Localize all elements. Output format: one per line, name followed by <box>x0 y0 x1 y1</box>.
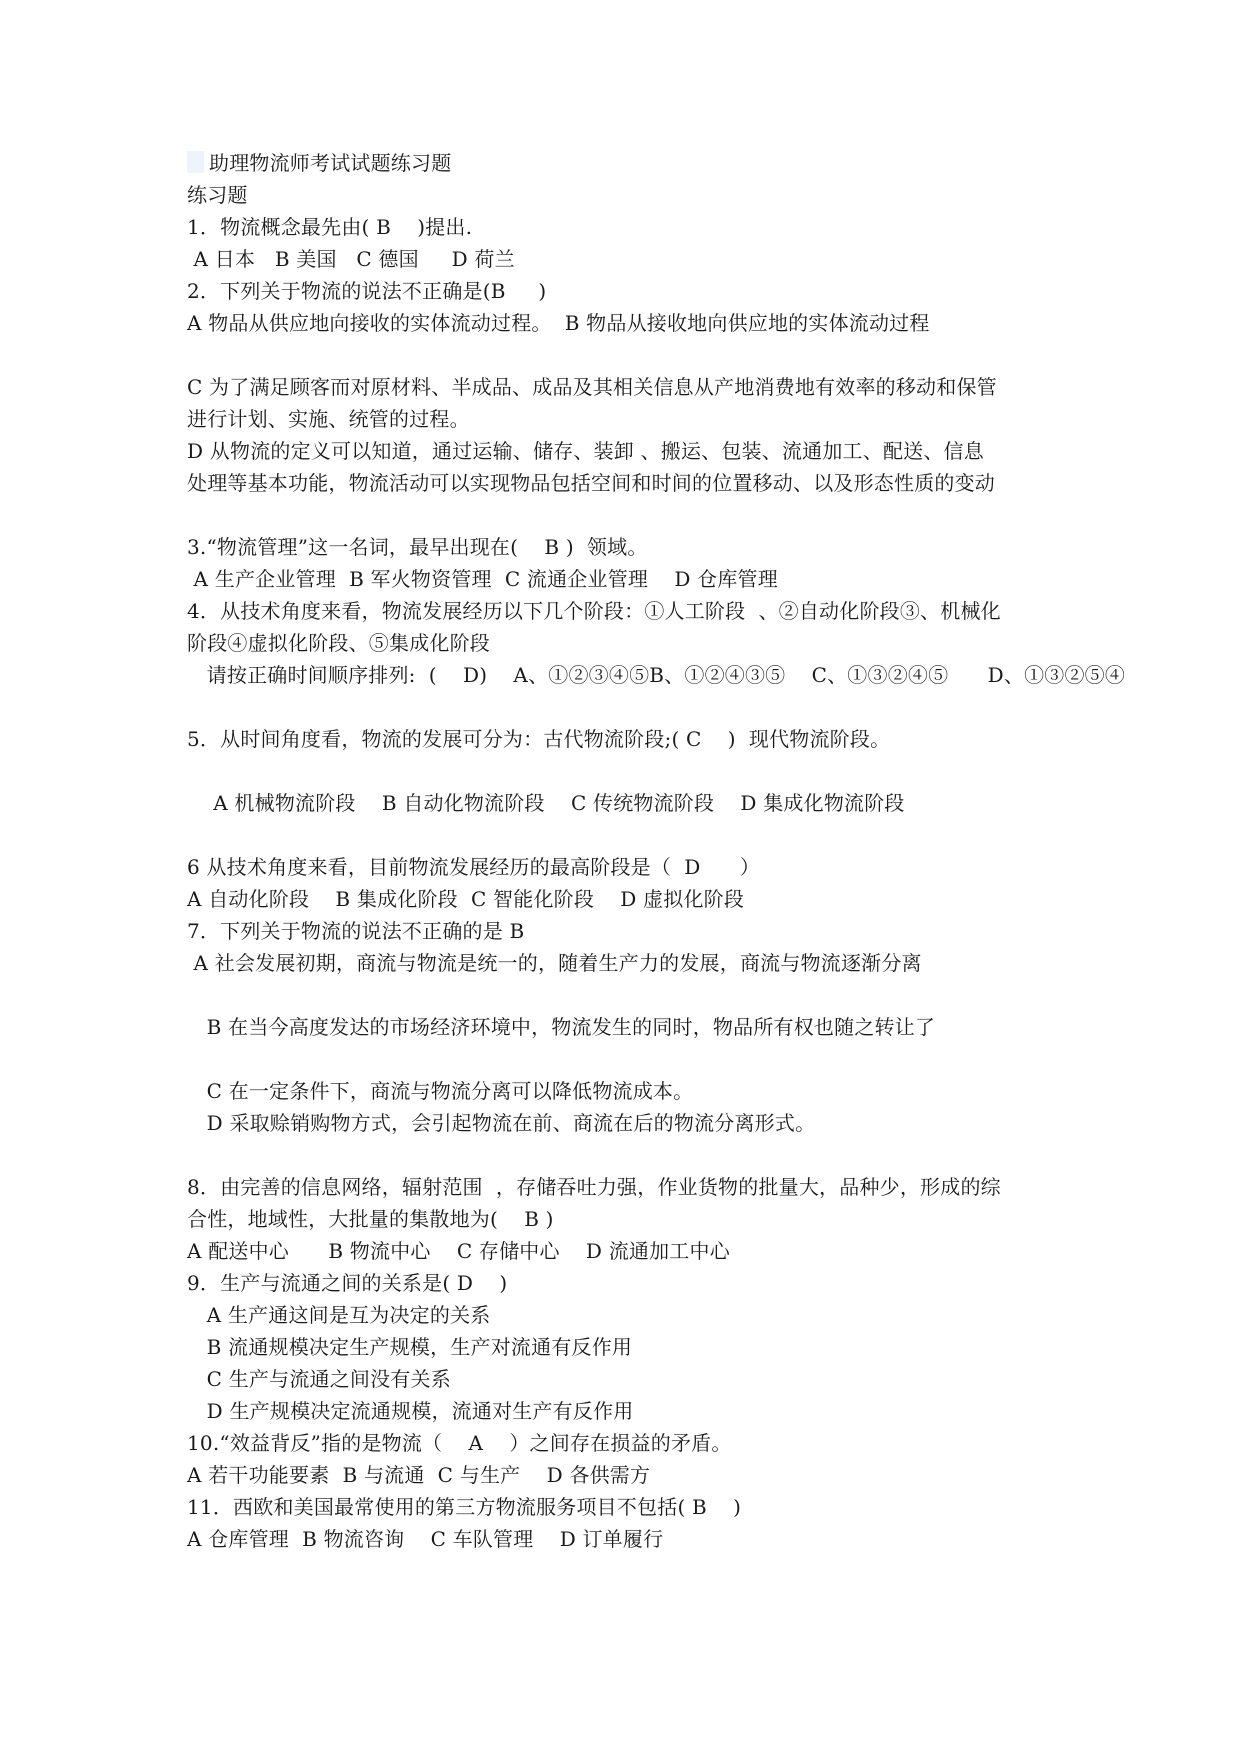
question-2-option-c: C 为了满足顾客而对原材料、半成品、成品及其相关信息从产地消费地有效率的移动和保管 <box>187 375 997 399</box>
question-3: 3.“物流管理”这一名词，最早出现在( B ) 领域。 <box>187 535 648 559</box>
question-10: 10.“效益背反”指的是物流（ A ）之间存在损益的矛盾。 <box>187 1431 732 1455</box>
document-title: 助理物流师考试试题练习题 <box>209 151 452 175</box>
question-4-cont: 阶段④虚拟化阶段、⑤集成化阶段 <box>187 631 490 655</box>
question-7-option-c: C 在一定条件下，商流与物流分离可以降低物流成本。 <box>187 1079 694 1103</box>
question-10-options: A 若干功能要素 B 与流通 C 与生产 D 各供需方 <box>187 1463 651 1487</box>
question-1: 1．物流概念最先由( B )提出. <box>187 215 473 239</box>
question-7-option-d: D 采取赊销购物方式，会引起物流在前、商流在后的物流分离形式。 <box>187 1111 816 1135</box>
question-11: 11．西欧和美国最常使用的第三方物流服务项目不包括( B ) <box>187 1495 742 1519</box>
question-7-option-b: B 在当今高度发达的市场经济环境中，物流发生的同时，物品所有权也随之转让了 <box>187 1015 936 1039</box>
question-9-option-a: A 生产通这间是互为决定的关系 <box>187 1303 491 1327</box>
question-2-options-ab: A 物品从供应地向接收的实体流动过程。 B 物品从接收地向供应地的实体流动过程 <box>187 311 930 335</box>
question-5: 5．从时间角度看，物流的发展可分为：古代物流阶段;( C ) 现代物流阶段。 <box>187 727 891 751</box>
question-1-options: A 日本 B 美国 C 德国 D 荷兰 <box>187 247 515 271</box>
question-7-option-a: A 社会发展初期，商流与物流是统一的，随着生产力的发展，商流与物流逐渐分离 <box>187 951 922 975</box>
question-9-option-d: D 生产规模决定流通规模，流通对生产有反作用 <box>187 1399 634 1423</box>
question-8-cont: 合性，地域性，大批量的集散地为( B ) <box>187 1207 554 1231</box>
question-9: 9．生产与流通之间的关系是( D ) <box>187 1271 508 1295</box>
question-6-options: A 自动化阶段 B 集成化阶段 C 智能化阶段 D 虚拟化阶段 <box>187 887 745 911</box>
question-8-options: A 配送中心 B 物流中心 C 存储中心 D 流通加工中心 <box>187 1239 730 1263</box>
question-2-option-d-cont: 处理等基本功能，物流活动可以实现物品包括空间和时间的位置移动、以及形态性质的变动 <box>187 471 995 495</box>
title-highlight-mark <box>187 151 204 173</box>
question-5-options: A 机械物流阶段 B 自动化物流阶段 C 传统物流阶段 D 集成化物流阶段 <box>187 791 905 815</box>
question-4: 4．从技术角度来看，物流发展经历以下几个阶段：①人工阶段 、②自动化阶段③、机械化 <box>187 599 1001 623</box>
question-4-options: 请按正确时间顺序排列: ( D) A、①②③④⑤B、①②④③⑤ C、①③②④⑤ D、①③②⑤④ <box>187 663 1126 687</box>
question-2-option-d: D 从物流的定义可以知道，通过运输、储存、装卸 、搬运、包装、流通加工、配送、信息 <box>187 439 984 463</box>
question-9-option-c: C 生产与流通之间没有关系 <box>187 1367 451 1391</box>
section-heading: 练习题 <box>187 183 248 207</box>
question-11-options: A 仓库管理 B 物流咨询 C 车队管理 D 订单履行 <box>187 1527 664 1551</box>
question-3-options: A 生产企业管理 B 军火物资管理 C 流通企业管理 D 仓库管理 <box>187 567 778 591</box>
question-7: 7．下列关于物流的说法不正确的是 B <box>187 919 525 943</box>
question-9-option-b: B 流通规模决定生产规模，生产对流通有反作用 <box>187 1335 633 1359</box>
question-8: 8．由完善的信息网络，辐射范围 ，存储吞吐力强，作业货物的批量大，品种少，形成的综 <box>187 1175 1001 1199</box>
question-2-option-c-cont: 进行计划、实施、统管的过程。 <box>187 407 470 431</box>
question-2: 2．下列关于物流的说法不正确是(B ) <box>187 279 547 303</box>
question-6: 6 从技术角度来看，目前物流发展经历的最高阶段是（ D ） <box>187 855 760 879</box>
